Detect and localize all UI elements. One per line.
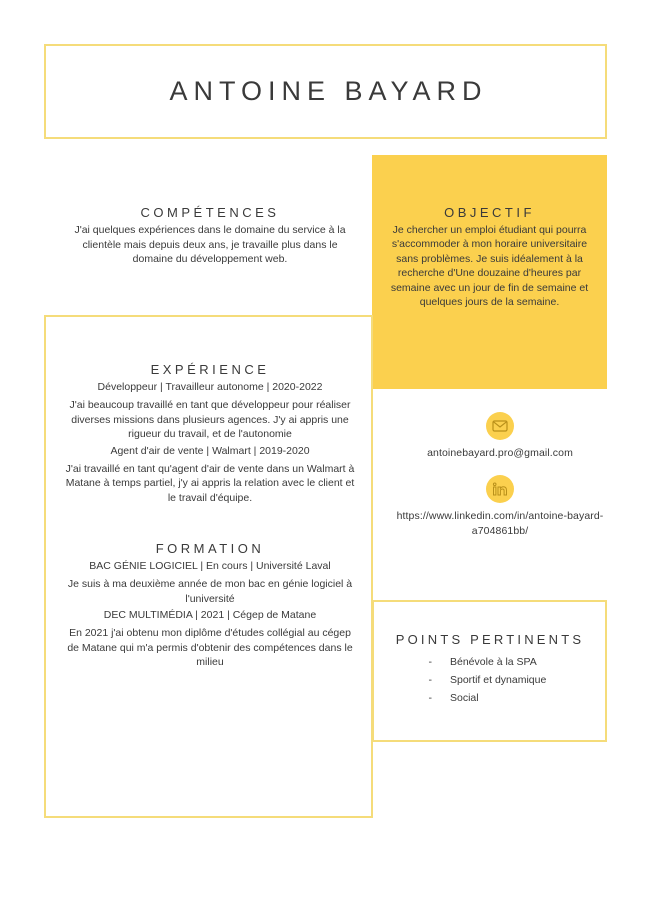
name-header-box	[44, 44, 607, 139]
list-item-text: Social	[450, 692, 479, 704]
competences-text: J'ai quelques expériences dans le domaine du service à la clientèle mais depuis deux ans, je travaille plus dans le domaine du développement web.	[74, 224, 346, 265]
points-pertinents-title: POINTS PERTINENTS	[395, 632, 585, 647]
formation-item-text: Je suis à ma deuxième année de mon bac en génie logiciel à l'université	[67, 578, 353, 605]
experience-item-text: J'ai travaillé en tant qu'agent d'air de vente dans un Walmart à Matane à temps partiel, j'y ai appris la relation avec le client et le travail d'équipe.	[65, 462, 355, 504]
linkedin-icon	[486, 475, 514, 503]
formation-item-heading: BAC GÉNIE LOGICIEL | En cours | Université Laval	[89, 560, 331, 572]
bullet-dash: -	[428, 656, 432, 668]
experience-item	[62, 380, 358, 442]
formation-item	[62, 559, 358, 606]
objectif-section	[372, 155, 607, 389]
objectif-title: OBJECTIF	[444, 205, 535, 220]
experience-item	[62, 444, 358, 506]
bullet-dash: -	[428, 692, 432, 704]
experience-title: EXPÉRIENCE	[150, 362, 270, 377]
list-item-text: Bénévole à la SPA	[450, 656, 537, 668]
linkedin-link[interactable]: https://www.linkedin.com/in/antoine-bayard-a704861bb/	[396, 510, 604, 537]
experience-item-text: J'ai beaucoup travaillé en tant que développeur pour réaliser diverses missions dans plusieurs agences. J'y ai appris une rigueur du travail, et de l'autonomie	[69, 399, 351, 440]
candidate-name: ANTOINE BAYARD	[169, 76, 488, 106]
list-item	[390, 689, 590, 707]
list-item-text: Sportif et dynamique	[450, 674, 547, 686]
experience-section	[62, 362, 358, 505]
competences-section	[70, 205, 350, 267]
points-pertinents-list	[390, 653, 590, 707]
formation-item-text: En 2021 j'ai obtenu mon diplôme d'études collégial au cégep de Matane qui m'a permis d'obtenir des compétences dans le milieu	[67, 627, 353, 668]
formation-item	[62, 608, 358, 670]
formation-section	[62, 541, 358, 670]
competences-title: COMPÉTENCES	[140, 205, 280, 220]
contact-section	[390, 412, 610, 539]
objectif-text: Je chercher un emploi étudiant qui pourra s'accommoder à mon horaire universitaire sans problèmes. Je suis idéalement à la recherche d'Une douzaine d'heures par semaine avec un jour de fin de semaine et quelques jours de la semaine.	[390, 224, 589, 309]
list-item	[390, 671, 590, 689]
experience-item-heading: Agent d'air de vente | Walmart | 2019-2020	[110, 444, 310, 457]
formation-title: FORMATION	[155, 541, 265, 556]
formation-item-heading: DEC MULTIMÉDIA | 2021 | Cégep de Matane	[103, 609, 317, 621]
envelope-icon	[486, 412, 514, 440]
bullet-dash: -	[428, 674, 432, 686]
email-link[interactable]: antoinebayard.pro@gmail.com	[427, 447, 573, 459]
list-item	[390, 653, 590, 671]
experience-item-heading: Développeur | Travailleur autonome | 2020-2022	[97, 381, 323, 393]
points-pertinents-section	[390, 632, 590, 707]
